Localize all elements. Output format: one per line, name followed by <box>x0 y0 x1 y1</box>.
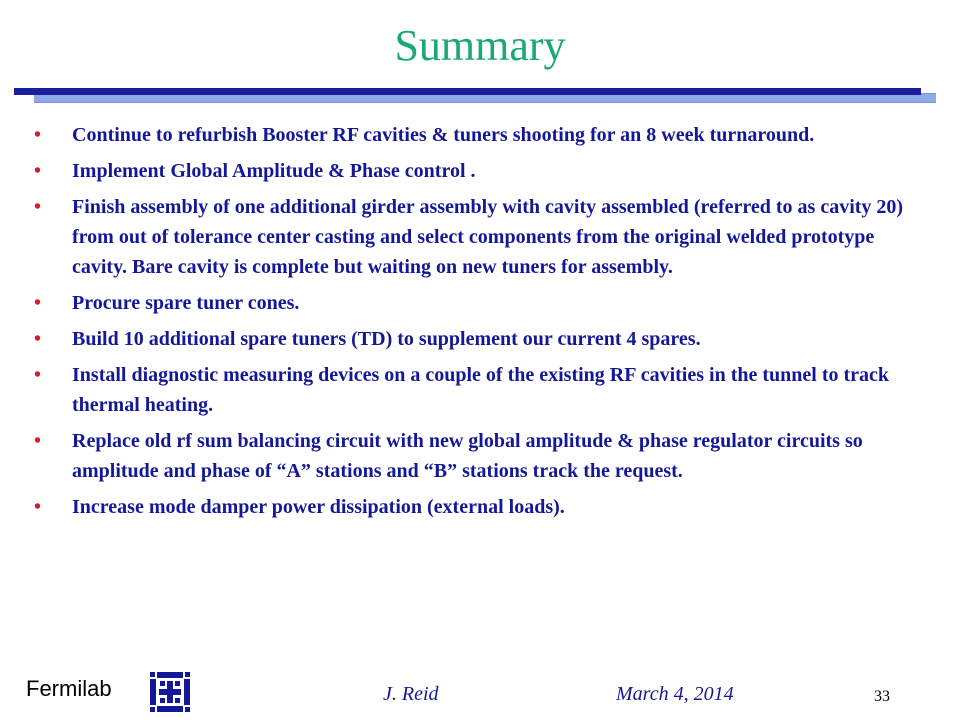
bullet-item <box>30 492 920 522</box>
bullet-list <box>30 120 920 528</box>
bullet-item <box>30 360 920 420</box>
bullet-text: Increase mode damper power dissipation (external loads). <box>72 496 565 518</box>
bullet-symbol: • <box>34 364 42 386</box>
footer-date: March 4, 2014 <box>616 683 734 705</box>
bullet-text: Continue to refurbish Booster RF cavities & tuners shooting for an 8 week turnaround. <box>72 124 815 146</box>
slide-title: Summary <box>394 21 566 70</box>
bullet-text: Install diagnostic measuring devices on a couple of the existing RF cavities in the tunnel to track thermal heating. <box>72 364 890 416</box>
bullet-item <box>30 192 920 282</box>
bullet-item <box>30 120 920 150</box>
bullet-text: Finish assembly of one additional girder assembly with cavity assembled (referred to as cavity 20) from out of tolerance center casting and select components from the original welded prototype cavity. Bare cavity is complete but waiting on new tuners for assembly. <box>72 196 904 278</box>
bullet-symbol: • <box>34 328 42 350</box>
page-number: 33 <box>874 688 890 705</box>
bullet-item <box>30 426 920 486</box>
title-underline-dark <box>14 88 921 95</box>
bullet-symbol: • <box>34 160 42 182</box>
bullet-item <box>30 288 920 318</box>
footer-brand: Fermilab <box>26 676 112 701</box>
bullet-symbol: • <box>34 292 42 314</box>
bullet-item <box>30 324 920 354</box>
bullet-text: Replace old rf sum balancing circuit with new global amplitude & phase regulator circuits so amplitude and phase of “A” stations and “B” stations track the request. <box>72 430 863 482</box>
footer-author: J. Reid <box>383 683 439 705</box>
bullet-item <box>30 156 920 186</box>
bullet-text: Procure spare tuner cones. <box>72 292 300 314</box>
bullet-symbol: • <box>34 496 42 518</box>
bullet-symbol: • <box>34 430 42 452</box>
fermilab-logo-icon <box>146 668 194 716</box>
bullet-symbol: • <box>34 124 42 146</box>
bullet-text: Implement Global Amplitude & Phase control . <box>72 160 476 182</box>
bullet-symbol: • <box>34 196 42 218</box>
bullet-text: Build 10 additional spare tuners (TD) to supplement our current 4 spares. <box>72 328 701 350</box>
